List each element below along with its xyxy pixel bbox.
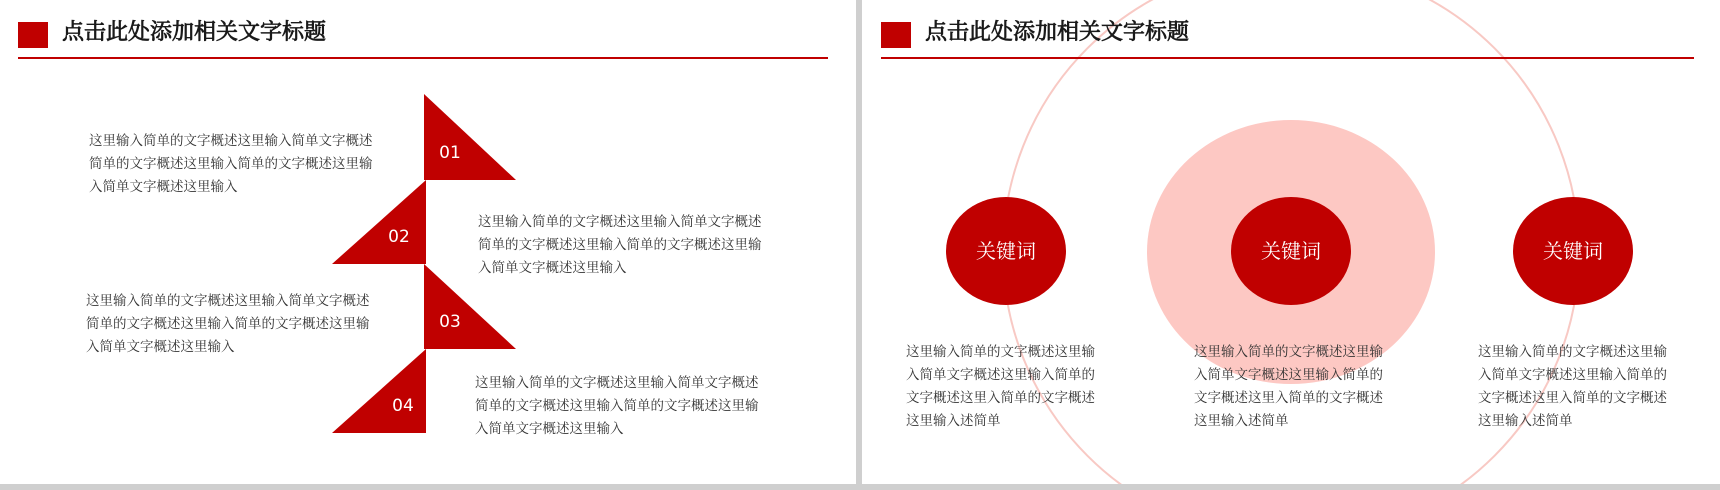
step-text-02: 这里输入简单的文字概述这里输入简单文字概述简单的文字概述这里输入简单的文字概述这里输入简单文字概述这里输入	[478, 214, 762, 276]
keyword-text-1: 这里输入简单的文字概述这里输入简单文字概述这里输入简单的文字概述这里入简单的文字概述这里输入述简单	[906, 344, 1095, 429]
keyword-label-1: 关键词	[976, 239, 1036, 263]
page-title[interactable]: 点击此处添加相关文字标题	[925, 20, 1190, 45]
keyword-label-2: 关键词	[1261, 239, 1321, 263]
step-text-03: 这里输入简单的文字概述这里输入简单文字概述简单的文字概述这里输入简单的文字概述这里输入简单文字概述这里输入	[86, 293, 370, 355]
page-title[interactable]: 点击此处添加相关文字标题	[62, 20, 327, 45]
slide-left	[0, 0, 856, 484]
step-number-03: 03	[439, 312, 461, 332]
step-number-02: 02	[388, 227, 410, 247]
step-triangle-04[interactable]	[332, 349, 426, 433]
title-accent-square	[881, 22, 911, 48]
title-rule	[881, 57, 1694, 59]
step-triangle-01[interactable]	[424, 94, 516, 180]
step-text-01: 这里输入简单的文字概述这里输入简单文字概述简单的文字概述这里输入简单的文字概述这里输入简单文字概述这里输入	[89, 133, 373, 195]
slide-right	[862, 0, 1720, 484]
step-number-04: 04	[392, 396, 414, 416]
keyword-text-2: 这里输入简单的文字概述这里输入简单文字概述这里输入简单的文字概述这里入简单的文字概述这里输入述简单	[1194, 344, 1383, 429]
step-text-04: 这里输入简单的文字概述这里输入简单文字概述简单的文字概述这里输入简单的文字概述这里输入简单文字概述这里输入	[475, 375, 759, 437]
keyword-label-3: 关键词	[1543, 239, 1603, 263]
keyword-text-3: 这里输入简单的文字概述这里输入简单文字概述这里输入简单的文字概述这里入简单的文字概述这里输入述简单	[1478, 344, 1667, 429]
step-number-01: 01	[439, 143, 461, 163]
